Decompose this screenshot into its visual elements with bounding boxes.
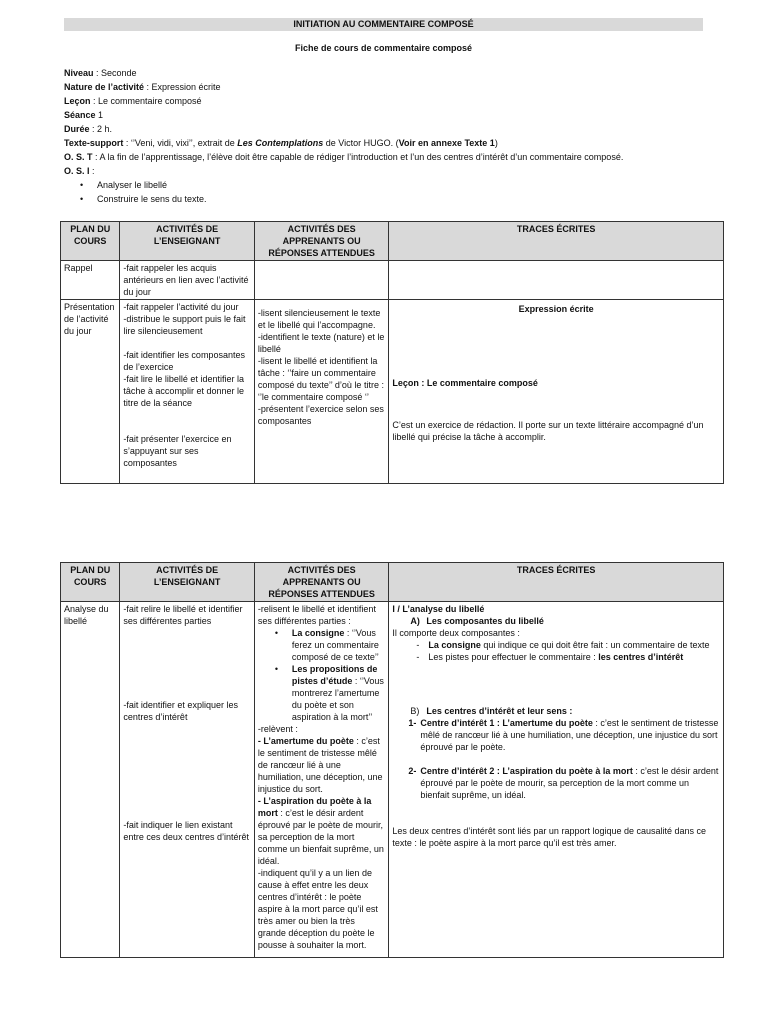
osi-item: • Construire le sens du texte. — [97, 192, 724, 206]
meta-niveau: Niveau : Seconde — [64, 68, 137, 78]
lesson-plan-table-2 — [60, 562, 724, 958]
list-item: - La consigne qui indique ce qui doit être fait : un commentaire de texte — [416, 640, 710, 650]
cell-ens-analyse: -fait relire le libellé et identifier ses différentes parties -fait identifier et expliquer les centres d’intérêt -fait indiquer le lien existant entre ces deux centres d’intérêt — [120, 602, 254, 958]
cell-app-presentation: -lisent silencieusement le texte et le libellé qui l’accompagne. -identifient le texte (nature) et le libellé -lisent le libellé et identifient la tâche : ‘’faire un commentaire composé du texte’’ d’où le titre : ‘’le commentaire composé ‘’ -présentent l’exercice selon ses composantes — [254, 300, 388, 484]
cell-app-analyse: -relisent le libellé et identifient ses différentes parties : • La consigne : ‘’Vous ferez un commentaire composé de ce texte’’ • Les propositions de pistes d’étude : ‘’Vous montrerez l’amertume du poète et son aspiration à la mort’’ -relèvent : - L’amertume du poète : c’est le sentiment de tristesse mêlé de rancœur lié à une humiliation, une déception, une injustice du sort. - L’aspiration du poète à la mort : c’est le désir ardent éprouvé par le poète de mourir, sa perception de la mort comme un bienfait suprême, un idéal. -indiquent qu’il y a un lien de cause à effet entre les deux centres d’intérêt : le poète aspire à la mort parce qu’il est très amer ou bien la très grande déception du poète le pousse à souhaiter la mort. — [254, 602, 388, 958]
meta-seance: Séance 1 — [64, 110, 104, 120]
header-traces: TRACES ÉCRITES — [389, 222, 724, 261]
table-row-presentation — [61, 300, 724, 484]
header-plan: PLAN DU COURS — [61, 222, 120, 261]
lesson-metadata — [64, 66, 724, 206]
cell-tr-rappel — [389, 261, 724, 300]
list-item: • La consigne : ‘’Vous ferez un commentaire composé de ce texte’’ — [274, 628, 379, 662]
header-traces: TRACES ÉCRITES — [389, 563, 724, 602]
cell-ens-rappel: -fait rappeler les acquis antérieurs en lien avec l’activité du jour — [120, 261, 254, 300]
osi-item: • Analyser le libellé — [97, 178, 724, 192]
list-item: 1- Centre d’intérêt 1 : L’amertume du poète : c’est le sentiment de tristesse mêlé de rancœur lié à une humiliation, une déception, une injustice du sort éprouvé par le poète. — [408, 718, 719, 752]
header-enseignant: ACTIVITÉS DE L’ENSEIGNANT — [120, 222, 254, 261]
list-item: - Les pistes pour effectuer le commentaire : les centres d’intérêt — [416, 652, 684, 662]
list-item: 2- Centre d’intérêt 2 : L’aspiration du poète à la mort : c’est le désir ardent éprouvé par le poète de mourir, sa perception de la mort comme un bienfait suprême, un idéal. — [408, 766, 719, 800]
table-header-row — [61, 222, 724, 261]
meta-lecon: Leçon : Le commentaire composé — [64, 96, 202, 106]
osi-list — [64, 178, 724, 206]
header-plan: PLAN DU COURS — [61, 563, 120, 602]
row-label-rappel: Rappel — [61, 261, 120, 300]
list-item: • Les propositions de pistes d’étude : ‘’Vous montrerez l’amertume du poète et son aspiration à la mort’’ — [274, 664, 384, 722]
meta-osi: O. S. I : — [64, 166, 95, 176]
meta-duree: Durée : 2 h. — [64, 124, 113, 134]
header-apprenants: ACTIVITÉS DES APPRENANTS OU RÉPONSES ATTENDUES — [254, 222, 388, 261]
meta-ost: O. S. T : A la fin de l’apprentissage, l’élève doit être capable de rédiger l’introduction et l’un des centres d’intérêt d’un commentaire composé. — [64, 152, 624, 162]
meta-nature: Nature de l’activité : Expression écrite — [64, 82, 221, 92]
cell-app-rappel — [254, 261, 388, 300]
row-label-presentation: Présentation de l’activité du jour — [61, 300, 120, 484]
cell-tr-analyse: I / L’analyse du libellé A) Les composantes du libellé Il comporte deux composantes : - La consigne qui indique ce qui doit être fait : un commentaire de texte - Les pistes pour effectuer le commentaire : les centres d’intérêt B) Les centres d’intérêt et leur sens : 1- Centre d’intérêt 1 : L’amertume du poète : c’est le sentiment de tristesse mêlé de rancœur lié à une humiliation, une déception, une injustice du sort éprouvé par le poète. 2- Centre d’intérêt 2 : L’aspiration du poète à la mort : c’est le désir ardent éprouvé par le poète de mourir, sa perception de la mort comme un bienfait suprême, un idéal. Les deux centres d’intérêt sont liés par un rapport logique de causalité dans ce texte : le poète aspire à la mort parce qu’il est très amer. — [389, 602, 724, 958]
header-apprenants: ACTIVITÉS DES APPRENANTS OU RÉPONSES ATTENDUES — [254, 563, 388, 602]
table-row-rappel — [61, 261, 724, 300]
cell-ens-presentation: -fait rappeler l’activité du jour -distribue le support puis le fait lire silencieusement -fait identifier les composantes de l’exercice -fait lire le libellé et identifier la tâche à accomplir et donner le titre de la séance -fait présenter l’exercice en s’appuyant sur ses composantes — [120, 300, 254, 484]
document-title: INITIATION AU COMMENTAIRE COMPOSÉ — [64, 18, 703, 31]
row-label-analyse: Analyse du libellé — [61, 602, 120, 958]
meta-texte-support: Texte-support : ‘’Veni, vidi, vixi’’, extrait de Les Contemplations de Victor HUGO. (Voir en annexe Texte 1) — [64, 138, 498, 148]
table-row-analyse — [61, 602, 724, 958]
table-header-row — [61, 563, 724, 602]
document-subtitle: Fiche de cours de commentaire composé — [294, 43, 473, 53]
lesson-plan-table-1 — [60, 221, 724, 484]
cell-tr-presentation: Expression écrite Leçon : Le commentaire composé C’est un exercice de rédaction. Il porte sur un texte littéraire accompagné d’un libellé qui précise la tâche à accomplir. — [389, 300, 724, 484]
header-enseignant: ACTIVITÉS DE L’ENSEIGNANT — [120, 563, 254, 602]
